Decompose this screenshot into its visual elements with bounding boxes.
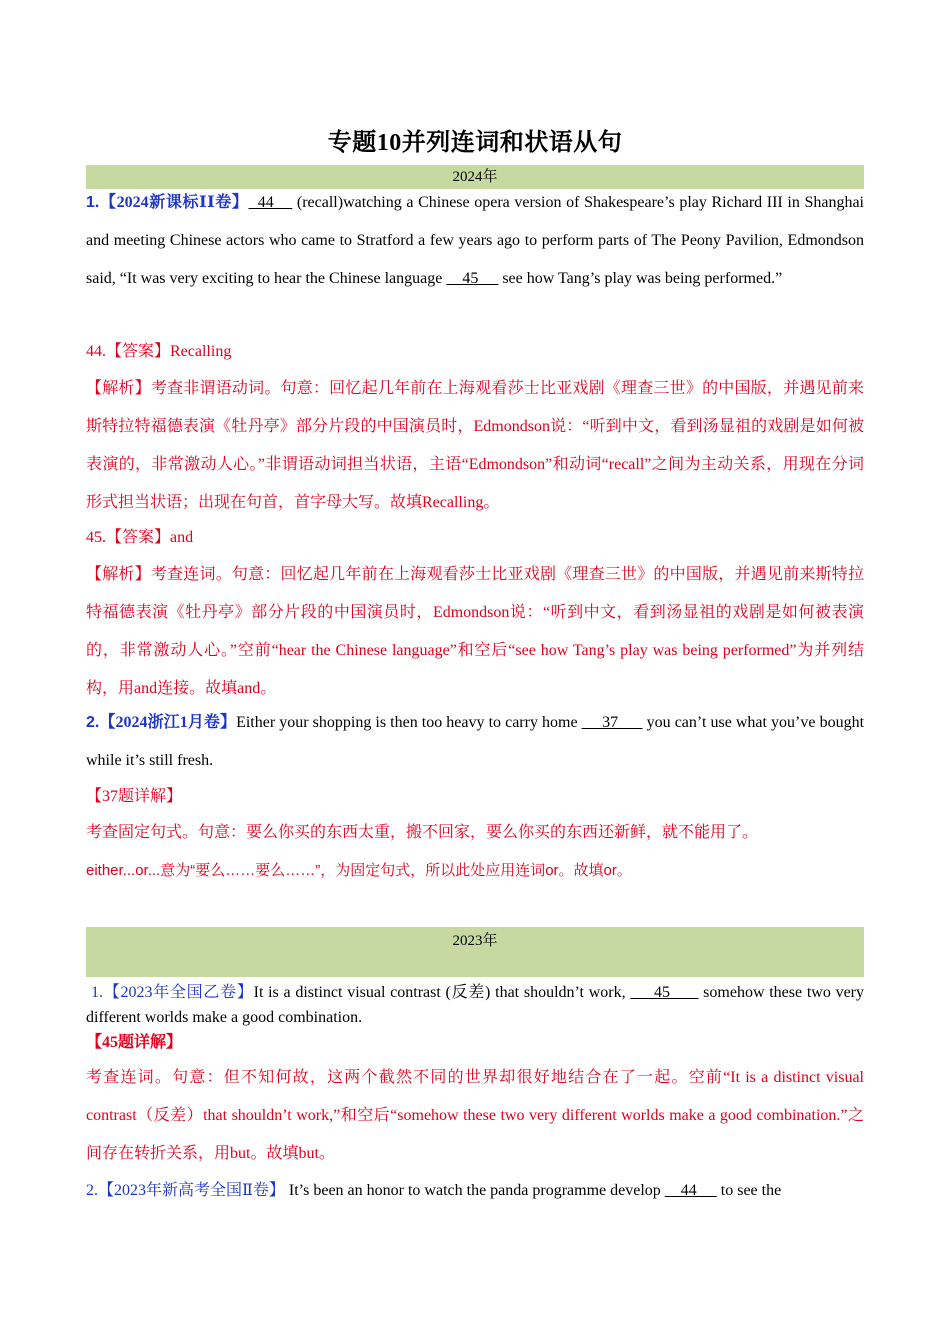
answer-45: 45.【答案】and: [86, 529, 194, 546]
detail-37-line1: 考查固定句式。句意：要么你买的东西太重，搬不回家，要么你买的东西还新鲜，就不能用了。: [86, 824, 759, 841]
answer-44: 44.【答案】Recalling: [86, 343, 232, 360]
question-2024-1: [86, 184, 864, 298]
question-number: 1.: [91, 984, 103, 1001]
answer-blank-45-2023: 45: [630, 984, 699, 1001]
detail-37-line2: either...or...意为“要么……要么……”，为固定句式，所以此处应用连词or。故填or。: [86, 862, 632, 879]
question-source: 【2024新课标ⅠⅠ卷】: [99, 194, 249, 211]
answer-blank-45: 45: [446, 270, 499, 287]
question-text: somehow these two very different worlds make a good combination.: [86, 984, 865, 1026]
question-2023-1: [86, 980, 864, 1030]
year-band-2023: 2023年: [86, 927, 864, 977]
question-number: 2.: [86, 714, 100, 731]
question-source: 【2023年新高考全国Ⅱ卷】: [98, 1182, 285, 1199]
answer-blank-44-2023: 44: [664, 1182, 717, 1199]
question-text: (recall)watching a Chinese opera version of Shakespeare’s play Richard III in Shanghai and meeting Chinese actors who came to Stratford a few years ago to perform parts of The Peony Pavilion, Edmondson said, “It was very exciting to hear the Chinese language: [86, 194, 864, 287]
question-source: 【2024浙江1月卷】: [99, 714, 237, 731]
question-text: It’s been an honor to watch the panda programme develop: [284, 1182, 665, 1199]
analysis-44: 【解析】考查非谓语动词。句意：回忆起几年前在上海观看莎士比亚戏剧《理查三世》的中国版，并遇见前来斯特拉特福德表演《牡丹亭》部分片段的中国演员时，Edmondson说：“听到中文，看到汤显祖的戏剧是如何被表演的，非常激动人心。”非谓语动词担当状语，主语“Edmondson”和动词“recall”之间为主动关系，用现在分词形式担当状语；出现在句首，首字母大写。故填Recalling。: [86, 380, 864, 511]
question-source: 【2023年全国乙卷】: [103, 984, 254, 1001]
question-number: 2.: [86, 1182, 98, 1199]
question-text: to see the: [716, 1182, 782, 1199]
question-number: 1.: [86, 194, 100, 211]
page-title: 专题10并列连词和状语从句: [327, 130, 623, 156]
analysis-45: 【解析】考查连词。句意：回忆起几年前在上海观看莎士比亚戏剧《理查三世》的中国版，并遇见前来斯特拉特福德表演《牡丹亭》部分片段的中国演员时，Edmondson说：“听到中文，看到汤显祖的戏剧是如何被表演的，非常激动人心。”空前“hear the Chinese language”和空后“see how Tang’s play was being performed”为并列结构，用and连接。故填and。: [86, 566, 864, 697]
question-2024-2: [86, 704, 864, 780]
year-band-2024: 2024年: [86, 165, 864, 189]
question-text: It is a distinct visual contrast (反差) that shouldn’t work,: [253, 984, 631, 1001]
detail-heading-37: 【37题详解】: [86, 788, 183, 805]
answer-blank-37: 37: [581, 714, 643, 731]
detail-45-analysis: 考查连词。句意：但不知何故，这两个截然不同的世界却很好地结合在了一起。空前“It is a distinct visual contrast（反差）that shouldn’t work,”和空后“somehow these two very different worlds make a good combination.”之间存在转折关系，用but。故填but。: [86, 1069, 864, 1162]
question-text: you can’t use what you’ve bought while it’s still fresh.: [86, 714, 865, 769]
answer-blank-44: 44: [248, 194, 293, 211]
question-2023-2: [86, 1172, 864, 1210]
detail-heading-45: 【45题详解】: [86, 1034, 183, 1051]
question-text: see how Tang’s play was being performed.”: [498, 270, 783, 287]
question-text: Either your shopping is then too heavy to carry home: [236, 714, 582, 731]
